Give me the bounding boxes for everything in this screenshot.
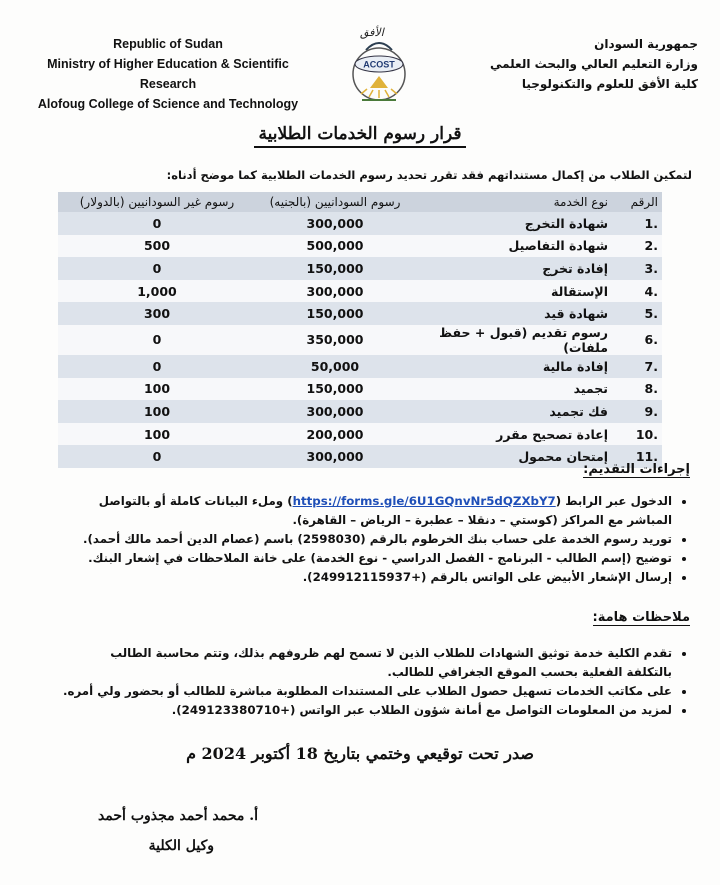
signer-name: أ. محمد أحمد مجذوب أحمد	[97, 808, 258, 824]
header-ar-ministry: وزارة التعليم العالي والبحث العلمي	[489, 57, 698, 71]
row-service: إفادة تخرج	[414, 257, 612, 280]
note-item: • لمزيد من المعلومات التواصل مع أمانة شؤون الطلاب عبر الواتس (+249123380710).	[62, 701, 672, 720]
header-en-college: Alofoug College of Science and Technology	[37, 97, 299, 111]
row-service: الإستقالة	[414, 280, 612, 303]
table-row	[58, 257, 662, 280]
table-row	[58, 212, 662, 235]
row-foreign-fee: 100	[58, 378, 256, 401]
row-number: .5	[612, 302, 662, 325]
header-ar-country: جمهورية السودان	[594, 37, 698, 51]
row-foreign-fee: 0	[58, 355, 256, 378]
row-number: .10	[612, 423, 662, 446]
row-service: تجميد	[414, 378, 612, 401]
table-row	[58, 325, 662, 355]
procedure-item: • توضيح (إسم الطالب - البرنامج - الفصل الدراسي - نوع الخدمة) على خانة الملاحظات في إشعار البنك.	[62, 549, 672, 568]
row-sudanese-fee: 200,000	[256, 423, 414, 446]
table-row	[58, 445, 662, 468]
table-row	[58, 235, 662, 258]
notes-list	[62, 644, 690, 720]
row-foreign-fee: 1,000	[58, 280, 256, 303]
row-number: .7	[612, 355, 662, 378]
row-service: إمتحان محمول	[414, 445, 612, 468]
header-foreign-fee: رسوم غير السودانيين (بالدولار)	[58, 192, 256, 212]
procedure-item: • توريد رسوم الخدمة على حساب بنك الخرطوم بالرقم (2598030) باسم (عصام الدين أحمد مالك أحمد).	[62, 530, 672, 549]
signer-role: وكيل الكلية	[148, 838, 214, 854]
row-sudanese-fee: 150,000	[256, 378, 414, 401]
intro-text: لتمكين الطلاب من إكمال مستنداتهم فقد تقرر تحديد رسوم الخدمات الطلابية كما موضح أدناه:	[166, 168, 692, 182]
procedure-item: • الدخول عبر الرابط (https://forms.gle/6U1GQnvNr5dQZXbY7) وملء البيانات كاملة أو بالتواصل المباشر مع المراكز (كوستي – دنقلا – عطبرة – الرياض – القاهرة).	[62, 492, 672, 530]
row-foreign-fee: 0	[58, 212, 256, 235]
row-service: شهادة قيد	[414, 302, 612, 325]
table-row	[58, 400, 662, 423]
row-service: شهادة التخرج	[414, 212, 612, 235]
row-number: .6	[612, 325, 662, 355]
row-number: .8	[612, 378, 662, 401]
svg-text:ACOST: ACOST	[363, 59, 395, 70]
note-item: • على مكاتب الخدمات تسهيل حصول الطلاب على المستندات المطلوبة مباشرة للطالب أو بحضور ولي أمره.	[62, 682, 672, 701]
row-foreign-fee: 0	[58, 257, 256, 280]
table-row	[58, 378, 662, 401]
logo-script-mark: الأفق	[360, 26, 384, 39]
table-header-row	[58, 192, 662, 212]
notes-heading: ملاحظات هامة:	[592, 610, 690, 625]
row-sudanese-fee: 50,000	[256, 355, 414, 378]
college-logo	[336, 30, 422, 116]
row-foreign-fee: 100	[58, 423, 256, 446]
row-number: .3	[612, 257, 662, 280]
row-sudanese-fee: 500,000	[256, 235, 414, 258]
procedure-item: • إرسال الإشعار الأبيض على الواتس بالرقم (+249912115937).	[62, 568, 672, 587]
header-ar-college: كلية الأفق للعلوم والتكنولوجيا	[521, 77, 698, 91]
procedures-list	[62, 492, 690, 587]
row-number: .9	[612, 400, 662, 423]
row-service: إفادة مالية	[414, 355, 612, 378]
row-sudanese-fee: 300,000	[256, 400, 414, 423]
fees-table	[58, 192, 662, 468]
row-foreign-fee: 100	[58, 400, 256, 423]
row-number: .4	[612, 280, 662, 303]
row-foreign-fee: 0	[58, 325, 256, 355]
row-number: .11	[612, 445, 662, 468]
row-foreign-fee: 0	[58, 445, 256, 468]
row-service: إعادة تصحيح مقرر	[414, 423, 612, 446]
row-sudanese-fee: 350,000	[256, 325, 414, 355]
row-sudanese-fee: 150,000	[256, 302, 414, 325]
issued-statement: صدر تحت توقيعي وختمي بتاريخ 18 أكتوبر 2024 م	[186, 744, 534, 763]
table-row	[58, 355, 662, 378]
row-sudanese-fee: 300,000	[256, 445, 414, 468]
table-row	[58, 280, 662, 303]
page-title: قرار رسوم الخدمات الطلابية	[0, 124, 720, 144]
header-en-country: Republic of Sudan	[113, 37, 223, 51]
row-service: فك تجميد	[414, 400, 612, 423]
row-number: .1	[612, 212, 662, 235]
row-service: رسوم تقديم (قبول + حفظ ملفات)	[414, 325, 612, 355]
row-foreign-fee: 300	[58, 302, 256, 325]
header-sudanese-fee: رسوم السودانيين (بالجنيه)	[256, 192, 414, 212]
header-service: نوع الخدمة	[414, 192, 612, 212]
row-foreign-fee: 500	[58, 235, 256, 258]
table-row	[58, 302, 662, 325]
header-arabic	[468, 34, 698, 94]
header-english	[18, 34, 318, 114]
row-sudanese-fee: 150,000	[256, 257, 414, 280]
header-number: الرقم	[612, 192, 662, 212]
procedures-heading: إجراءات التقديم:	[583, 462, 690, 477]
form-link[interactable]: https://forms.gle/6U1GQnvNr5dQZXbY7	[292, 494, 556, 508]
row-sudanese-fee: 300,000	[256, 280, 414, 303]
row-service: شهادة التفاصيل	[414, 235, 612, 258]
header-en-ministry: Ministry of Higher Education & Scientific Research	[47, 57, 289, 91]
row-number: .2	[612, 235, 662, 258]
row-sudanese-fee: 300,000	[256, 212, 414, 235]
table-row	[58, 423, 662, 446]
note-item: • تقدم الكلية خدمة توثيق الشهادات للطلاب الذين لا تسمح لهم ظروفهم بذلك، وتتم محاسبة الطالب بالتكلفة الفعلية بحسب الموقع الجغرافي للطالب.	[62, 644, 672, 682]
